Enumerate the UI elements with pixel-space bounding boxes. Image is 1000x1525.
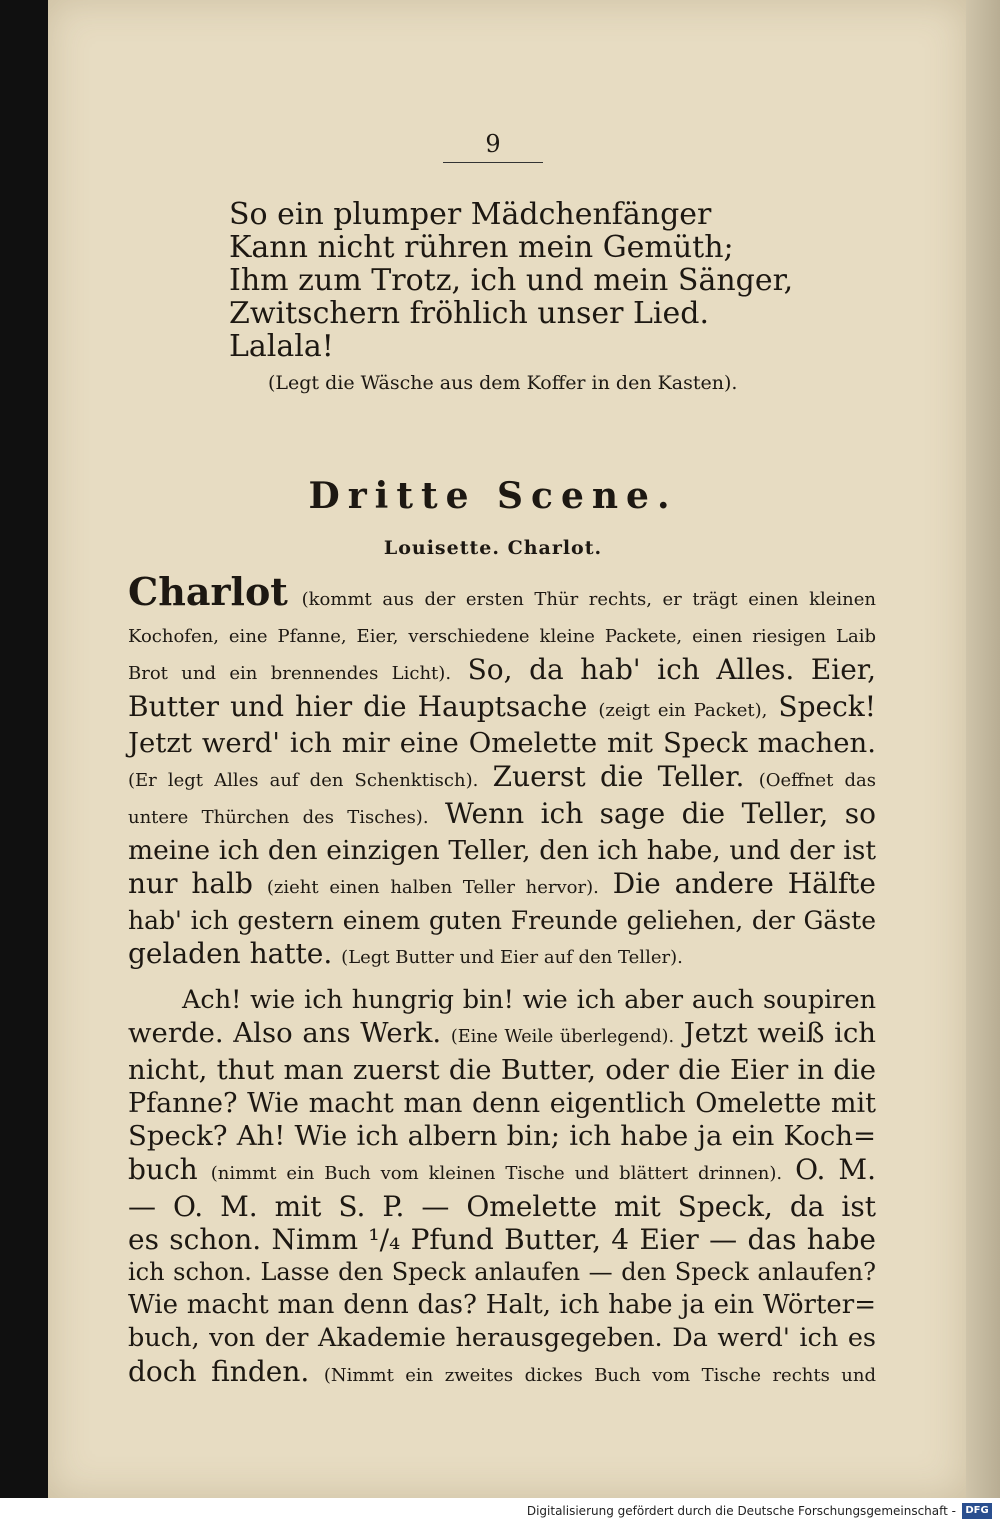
prose-line — [128, 1190, 876, 1223]
dialogue-text: Pfanne? Wie macht man denn eigentlich Omelette mit — [128, 1088, 876, 1119]
stage-direction: (Er legt Alles auf den Schenktisch). — [128, 770, 479, 791]
page-number: 9 — [485, 130, 501, 158]
dialogue-text: nicht, thut man zuerst die Butter, oder die Eier in die — [128, 1054, 876, 1086]
prose-line — [128, 984, 876, 1017]
stage-direction: (Nimmt ein zweites dickes Buch vom Tische rechts und — [323, 1365, 877, 1386]
book-edge — [966, 0, 1000, 1498]
dialogue-text: Wie macht man denn das? Halt, ich habe ja ein Wörter= — [128, 1290, 876, 1320]
dialogue-text: Jetzt werd' ich mir eine Omelette mit Speck machen. — [128, 727, 876, 759]
dialogue-text: doch finden. — [128, 1355, 324, 1388]
dialogue-text: werde. Also ans Werk. — [128, 1017, 451, 1049]
cast-list: Louisette. Charlot. — [383, 537, 603, 559]
prose-line — [128, 1355, 876, 1392]
prose-line — [128, 1256, 876, 1289]
stage-direction: (zieht einen halben Teller hervor). — [266, 877, 599, 898]
dialogue-text: Speck? Ah! Wie ich albern bin; ich habe ja ein Koch= — [128, 1120, 876, 1152]
dialogue-block — [128, 569, 877, 1392]
prose-line — [128, 1289, 876, 1322]
paragraph-gap — [128, 974, 876, 984]
prose-line — [128, 690, 876, 727]
dfg-logo: DFG — [962, 1503, 992, 1519]
prose-line — [128, 1017, 876, 1054]
dialogue-text: So, da hab' ich Alles. Eier, — [451, 653, 877, 686]
stage-direction: Brot und ein brennendes Licht). — [128, 663, 452, 684]
prose-line — [128, 1054, 876, 1087]
funding-credit: Digitalisierung gefördert durch die Deutsche Forschungsgemeinschaft - — [526, 1504, 956, 1518]
prose-line — [128, 937, 876, 974]
dialogue-text: es schon. Nimm ¹/₄ Pfund Butter, 4 Eier — das habe — [128, 1223, 876, 1256]
footer-bar — [0, 1498, 1000, 1525]
prose-line — [128, 834, 876, 867]
prose-line — [128, 797, 876, 834]
dialogue-text: Zuerst die Teller. — [478, 760, 759, 793]
verse-line: Ihm zum Trotz, ich und mein Sänger, — [229, 263, 794, 298]
stage-direction: Kochofen, eine Pfanne, Eier, verschiedene kleine Packete, einen riesigen Laib — [128, 626, 876, 647]
prose-line — [128, 867, 876, 904]
prose-line — [128, 1322, 876, 1355]
dialogue-text: Ach! wie ich hungrig bin! wie ich aber auch soupiren — [182, 985, 876, 1015]
stage-direction: (Eine Weile überlegend). — [450, 1027, 675, 1047]
dialogue-text: ich schon. Lasse den Speck anlaufen — den Speck anlaufen? — [128, 1258, 876, 1286]
prose-line — [128, 904, 876, 937]
dialogue-text: buch — [128, 1153, 211, 1186]
scene-title: Dritte Scene. — [308, 475, 678, 517]
prose-line — [128, 653, 876, 690]
prose-line — [128, 1120, 876, 1153]
prose-line — [128, 727, 876, 760]
verse-block — [229, 198, 793, 363]
dialogue-text: — O. M. mit S. P. — Omelette mit Speck, da ist — [128, 1190, 876, 1223]
dialogue-text: nur halb — [128, 867, 267, 900]
prose-line — [128, 1153, 876, 1190]
dialogue-text: meine ich den einzigen Teller, den ich habe, und der ist — [128, 835, 876, 866]
dialogue-text: Speck! — [767, 690, 876, 723]
verse-line: So ein plumper Mädchenfänger — [229, 197, 712, 232]
dialogue-text: Butter und hier die Hauptsache — [128, 690, 599, 723]
speaker-name: Charlot — [128, 569, 288, 614]
dialogue-text: O. M. — [782, 1153, 876, 1186]
prose-line — [128, 616, 876, 653]
dialogue-text: Wenn ich sage die Teller, so — [428, 797, 877, 830]
verse-line: Zwitschern fröhlich unser Lied. — [229, 296, 709, 331]
prose-line — [128, 1087, 876, 1120]
prose-line — [128, 569, 876, 616]
stage-direction: (Legt Butter und Eier auf den Teller). — [341, 947, 683, 968]
dialogue-text: geladen hatte. — [128, 937, 342, 970]
dialogue-text: buch, von der Akademie herausgegeben. Da werd' ich es — [128, 1323, 876, 1353]
stage-direction: (Oeffnet das — [758, 770, 876, 791]
stage-direction: (nimmt ein Buch vom kleinen Tische und blättert drinnen). — [210, 1163, 783, 1184]
stage-direction: untere Thürchen des Tisches). — [128, 807, 429, 828]
stage-direction: (kommt aus der ersten Thür rechts, er trägt einen kleinen — [301, 589, 876, 610]
verse-line: Kann nicht rühren mein Gemüth; — [229, 230, 734, 265]
stage-direction: (zeigt ein Packet), — [598, 700, 768, 721]
header-rule — [443, 162, 543, 163]
dialogue-text: hab' ich gestern einem guten Freunde geliehen, der Gäste — [128, 906, 876, 935]
prose-line — [128, 1223, 876, 1256]
verse-line: Lalala! — [229, 329, 334, 364]
verse-stage-direction: (Legt die Wäsche aus dem Koffer in den Kasten). — [268, 372, 738, 394]
dialogue-text: Die andere Hälfte — [598, 867, 876, 900]
prose-line — [128, 760, 876, 797]
book-page — [48, 0, 966, 1498]
dialogue-text: Jetzt weiß ich — [674, 1017, 877, 1049]
